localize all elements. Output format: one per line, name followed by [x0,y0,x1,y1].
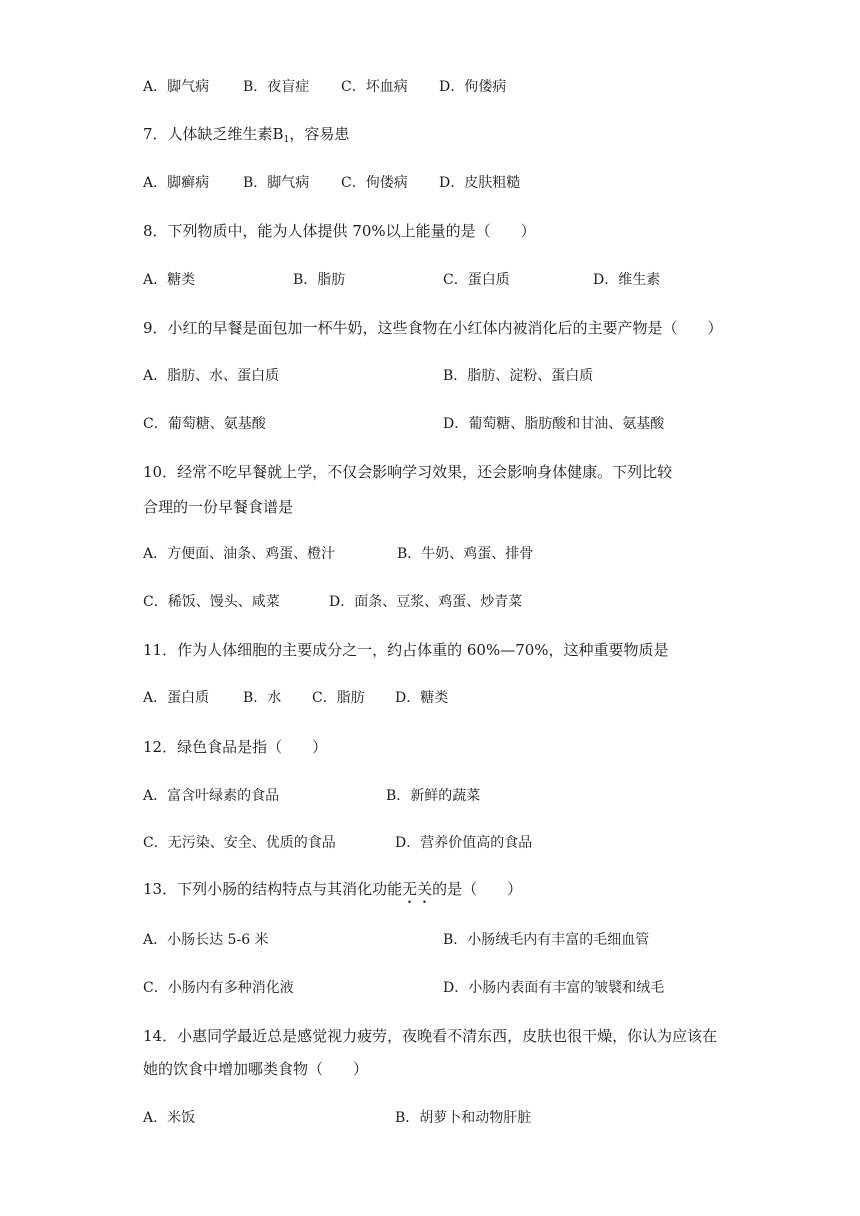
q13-stem [143,879,522,907]
q12-option-d: D．营养价值高的食品 [395,835,533,851]
q9-option-c: C．葡萄糖、氨基酸 [143,416,266,432]
q8-option-c: C．蛋白质 [443,272,510,288]
q7-option-c: C．佝偻病 [341,175,408,191]
q6-option-b: B．夜盲症 [243,79,310,95]
q11-option-c: C．脂肪 [312,690,365,706]
q7-stem-post: ，容易患 [289,125,350,143]
q7-option-d: D．皮肤粗糙 [439,175,521,191]
q8-option-d: D．维生素 [593,272,661,288]
q13-option-a: A．小肠长达 5-6 米 [143,932,269,948]
q7-stem-subscript: 1 [283,135,290,145]
q14-option-a: A．米饭 [143,1110,196,1126]
q7-option-b: B．脚气病 [243,175,310,191]
q12-option-c: C．无污染、安全、优质的食品 [143,835,336,851]
q9-stem: 9．小红的早餐是面包加一杯牛奶，这些食物在小红体内被消化后的主要产物是（ ） [143,319,723,337]
q10-stem-line2: 合理的一份早餐食谱是 [143,498,294,516]
q6-option-a: A．脚气病 [143,79,210,95]
q13-option-c: C．小肠内有多种消化液 [143,980,294,996]
q7-stem [143,124,349,150]
q10-stem-line1: 10．经常不吃早餐就上学，不仅会影响学习效果，还会影响身体健康。下列比较 [143,463,673,481]
q6-option-d: D．佝偻病 [439,79,507,95]
q9-option-a: A．脂肪、水、蛋白质 [143,368,280,384]
q8-stem: 8．下列物质中，能为人体提供 70%以上能量的是（ ） [143,222,536,240]
q12-stem: 12．绿色食品是指（ ） [143,738,328,756]
q13-stem-emphasis: 无关 [402,880,433,898]
q11-option-d: D．糖类 [395,690,449,706]
q11-stem: 11．作为人体细胞的主要成分之一，约占体重的 60%—70%，这种重要物质是 [143,641,669,659]
q10-option-b: B．牛奶、鸡蛋、排骨 [397,546,534,562]
q8-option-a: A．糖类 [143,272,196,288]
q9-option-d: D．葡萄糖、脂肪酸和甘油、氨基酸 [443,416,665,432]
q7-option-a: A．脚癣病 [143,175,210,191]
q11-option-a: A．蛋白质 [143,690,210,706]
q13-option-d: D．小肠内表面有丰富的皱襞和绒毛 [443,980,665,996]
q12-option-b: B．新鲜的蔬菜 [386,788,481,804]
q6-option-c: C．坏血病 [341,79,408,95]
q9-option-b: B．脂肪、淀粉、蛋白质 [443,368,594,384]
q7-stem-pre: 7．人体缺乏维生素B [143,125,284,143]
q10-option-d: D．面条、豆浆、鸡蛋、炒青菜 [329,594,523,610]
q14-stem-line2: 她的饮食中增加哪类食物（ ） [143,1060,369,1078]
q10-option-c: C．稀饭、馒头、咸菜 [143,594,280,610]
q13-stem-pre: 13．下列小肠的结构特点与其消化功能 [143,880,403,898]
q8-option-b: B．脂肪 [293,272,346,288]
q11-option-b: B．水 [243,690,282,706]
q13-stem-post: 的是（ ） [432,880,523,898]
q12-option-a: A．富含叶绿素的食品 [143,788,280,804]
q14-option-b: B．胡萝卜和动物肝脏 [395,1110,532,1126]
q14-stem-line1: 14．小惠同学最近总是感觉视力疲劳，夜晚看不清东西，皮肤也很干燥，你认为应该在 [143,1027,718,1045]
q13-option-b: B．小肠绒毛内有丰富的毛细血管 [443,932,650,948]
q10-option-a: A．方便面、油条、鸡蛋、橙汁 [143,546,336,562]
